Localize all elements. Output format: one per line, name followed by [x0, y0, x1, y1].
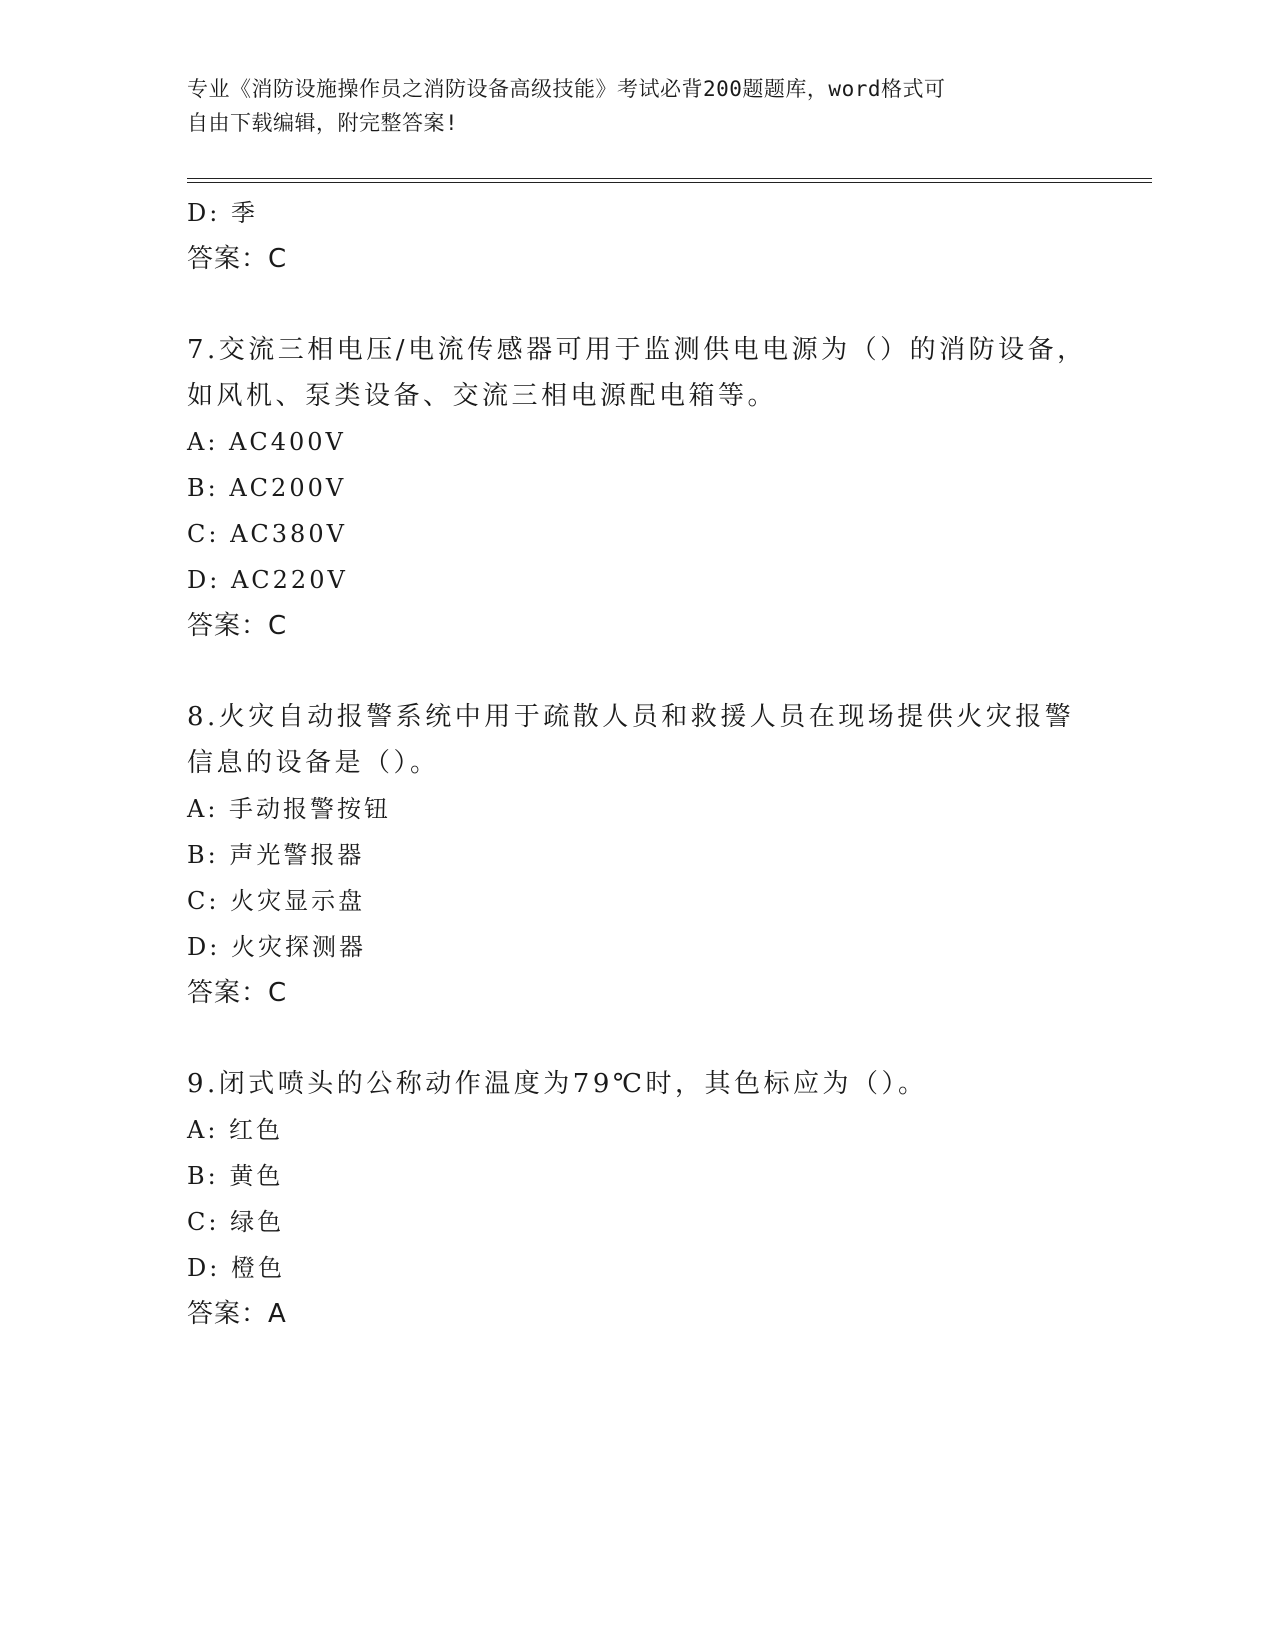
option-c: C: 绿色 [187, 1208, 285, 1236]
option-b: B: 黄色 [187, 1162, 284, 1190]
option-d: D: 火灾探测器 [187, 933, 366, 961]
prev-answer: 答案：C [187, 244, 288, 274]
option-c: C: 火灾显示盘 [187, 887, 366, 915]
question-8 [187, 694, 1087, 1016]
question-stem-line: 8.火灾自动报警系统中用于疏散人员和救援人员在现场提供火灾报警 [187, 702, 1075, 732]
answer: 答案：C [187, 978, 288, 1008]
header-line-1: 专业《消防设施操作员之消防设备高级技能》考试必背200题题库，word格式可 [187, 77, 946, 101]
question-stem [187, 327, 1087, 419]
option-b: B: 声光警报器 [187, 841, 365, 869]
question-stem-line: 如风机、泵类设备、交流三相电源配电箱等。 [187, 381, 778, 411]
header-rule-top [187, 178, 1152, 179]
option-d: D: AC220V [187, 566, 348, 594]
question-stem [187, 694, 1087, 786]
question-stem [187, 1061, 1087, 1107]
question-content [187, 190, 1087, 1337]
spacer [187, 1016, 1087, 1061]
question-9 [187, 1061, 1087, 1337]
option-d: D: 橙色 [187, 1254, 285, 1282]
option-c: C: AC380V [187, 520, 347, 548]
option-b: B: AC200V [187, 474, 347, 502]
answer: 答案：C [187, 611, 288, 641]
question-stem-line: 7.交流三相电压/电流传感器可用于监测供电电源为（）的消防设备， [187, 335, 1087, 365]
spacer [187, 649, 1087, 694]
question-7 [187, 327, 1087, 649]
spacer [187, 282, 1087, 327]
option-a: A: AC400V [187, 428, 346, 456]
prev-option-d: D: 季 [187, 199, 258, 227]
option-a: A: 手动报警按钮 [187, 795, 392, 823]
page-header [187, 72, 1067, 140]
answer: 答案：A [187, 1299, 287, 1329]
option-a: A: 红色 [187, 1116, 284, 1144]
question-stem-line: 9.闭式喷头的公称动作温度为79℃时，其色标应为（）。 [187, 1069, 928, 1099]
question-stem-line: 信息的设备是（）。 [187, 748, 440, 778]
header-line-2: 自由下载编辑，附完整答案! [187, 111, 459, 135]
header-rule-bottom [187, 182, 1152, 183]
